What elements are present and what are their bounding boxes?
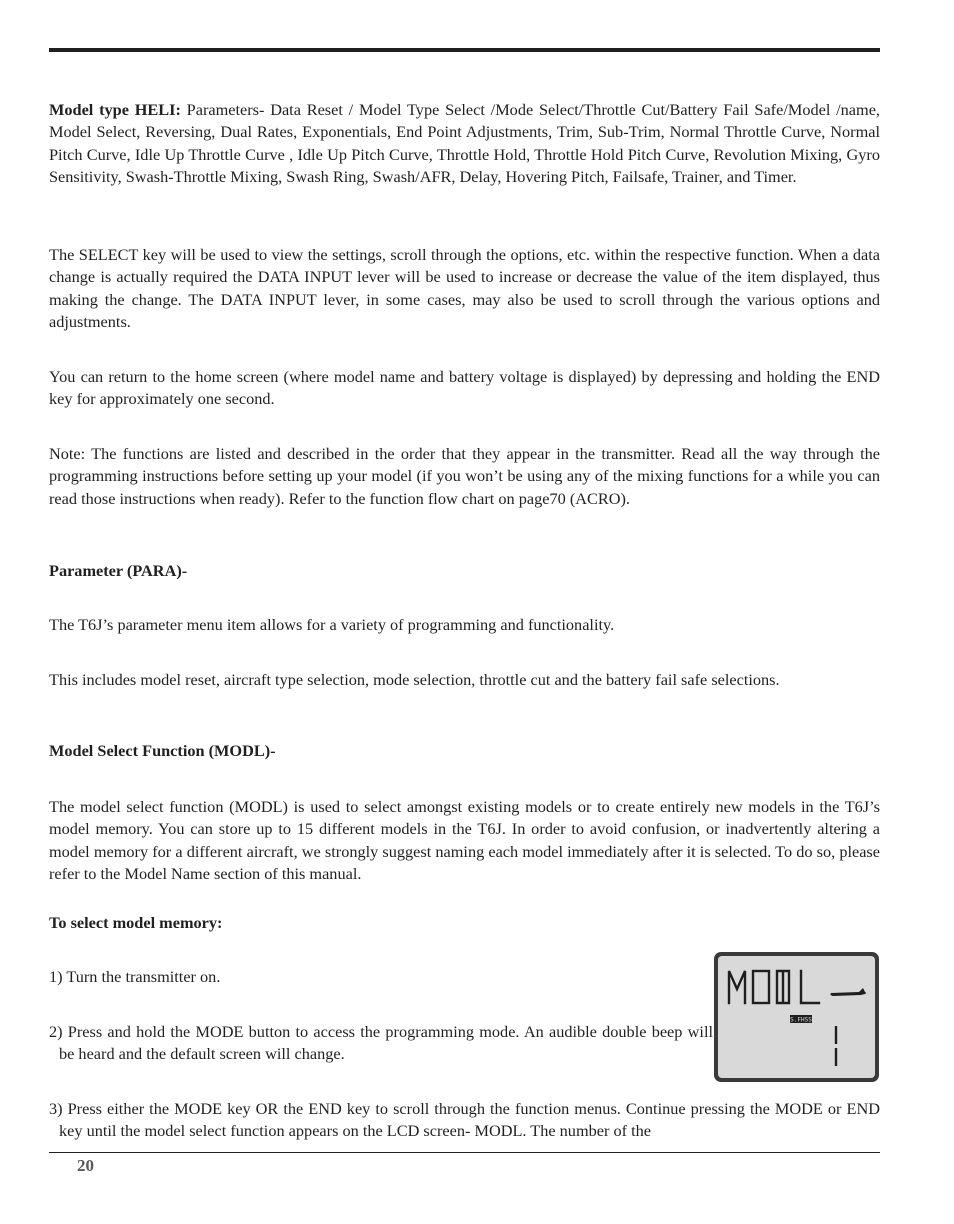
model-type-heli-label: Model type HELI: bbox=[49, 100, 181, 119]
select-key-paragraph: The SELECT key will be used to view the settings, scroll through the options, etc. within the respective function. When a data change is actually required the DATA INPUT lever will be used to increase or decrease the value of the item displayed, thus making the change. The DATA INPUT lever, in some cases, may also be used to scroll through the various options and adjustments. bbox=[49, 245, 880, 332]
select-memory-heading: To select model memory: bbox=[49, 913, 223, 932]
model-type-heli-paragraph bbox=[49, 99, 880, 189]
page-number: 20 bbox=[77, 1156, 94, 1175]
top-rule bbox=[49, 48, 880, 52]
model-select-heading: Model Select Function (MODL)- bbox=[49, 741, 276, 760]
parameter-includes-paragraph: This includes model reset, aircraft type selection, mode selection, throttle cut and the battery fail safe selections. bbox=[49, 670, 780, 689]
step-1: 1) Turn the transmitter on. bbox=[49, 967, 221, 986]
lcd-badge-text: S.FHSS bbox=[790, 1016, 812, 1024]
step-3: 3) Press either the MODE key OR the END key to scroll through the function menus. Continue pressing the MODE or END key until the model select function appears on the LCD screen- MODL. The number of the bbox=[49, 1099, 880, 1141]
parameter-heading: Parameter (PARA)- bbox=[49, 561, 188, 580]
model-type-heli-text: Parameters- Data Reset / Model Type Select /Mode Select/Throttle Cut/Battery Fail Safe/Model /name, Model Select, Reversing, Dual Rates, Exponentials, End Point Adjustments, Trim, Sub-Trim, Normal Throttle Curve, Normal Pitch Curve, Idle Up Throttle Curve , Idle Up Pitch Curve, Throttle Hold, Throttle Hold Pitch Curve, Revolution Mixing, Gyro Sensitivity, Swash-Throttle Mixing, Swash Ring, Swash/AFR, Delay, Hovering Pitch, Failsafe, Trainer, and Timer. bbox=[49, 100, 880, 187]
lcd-screen-graphic bbox=[713, 951, 880, 1083]
lcd-screen-illustration bbox=[713, 951, 880, 1083]
parameter-intro-paragraph: The T6J’s parameter menu item allows for a variety of programming and functionality. bbox=[49, 615, 615, 634]
return-home-paragraph: You can return to the home screen (where model name and battery voltage is displayed) by depressing and holding the END key for approximately one second. bbox=[49, 367, 880, 409]
note-paragraph: Note: The functions are listed and described in the order that they appear in the transmitter. Read all the way through the programming instructions before setting up your model (if you won’t be using any of the mixing functions for a while you can read those instructions when ready). Refer to the function flow chart on page70 (ACRO). bbox=[49, 444, 880, 508]
step-2: 2) Press and hold the MODE button to access the programming mode. An audible double beep will be heard and the default screen will change. bbox=[49, 1022, 713, 1064]
bottom-rule bbox=[49, 1152, 880, 1153]
model-select-paragraph: The model select function (MODL) is used to select amongst existing models or to create entirely new models in the T6J’s model memory. You can store up to 15 different models in the T6J. In order to avoid confusion, or inadvertently altering a model memory for a different aircraft, we strongly suggest naming each model immediately after it is selected. To do so, please refer to the Model Name section of this manual. bbox=[49, 797, 880, 884]
